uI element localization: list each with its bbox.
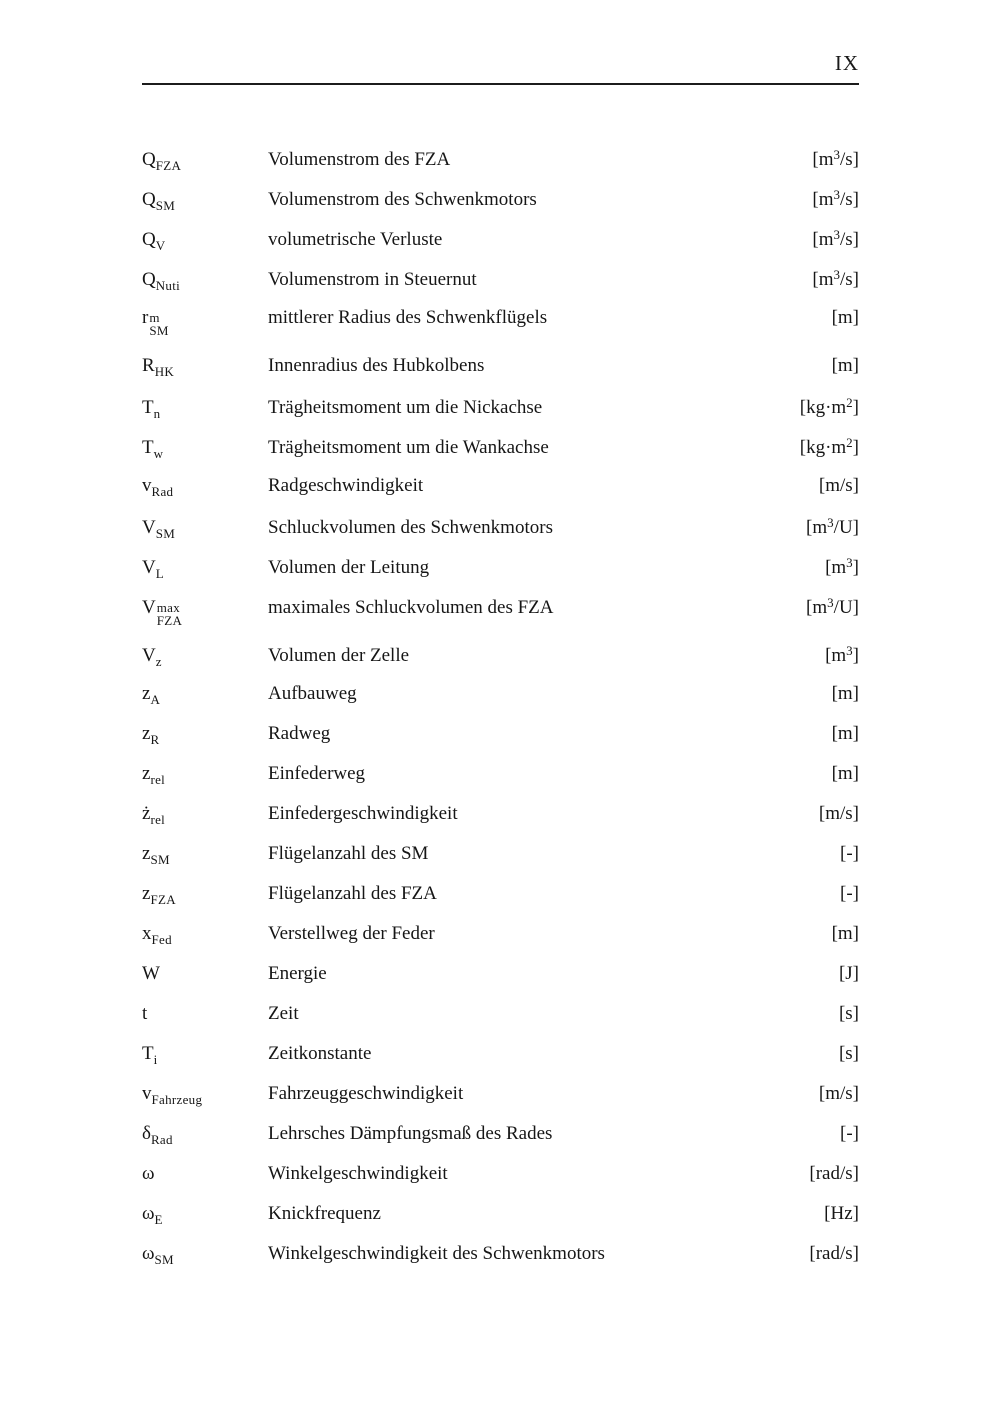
symbol-description: Volumen der Leitung (268, 557, 430, 578)
symbol-unit: $[kg\cdot m^2]$ (799, 435, 859, 458)
symbol-unit: [m] (831, 723, 859, 744)
symbol-notation (142, 517, 268, 542)
symbol-base: V (142, 597, 156, 618)
symbol-description: mittlerer Radius des Schwenkflügels (268, 307, 548, 328)
symbol-base: R (142, 355, 155, 376)
symbol-base: r (142, 307, 149, 328)
symbol-list (142, 147, 859, 1283)
symbol-subscript: FZA (155, 158, 182, 173)
symbol-row (142, 307, 859, 355)
symbol-description: Volumenstrom des Schwenkmotors (268, 189, 537, 210)
symbol-description: Einfederweg (268, 763, 366, 784)
symbol-unit: [m] (831, 307, 859, 328)
symbol-unit: [m] (831, 355, 859, 376)
symbol-description: Lehrsches Dämpfungsmaß des Rades (268, 1123, 553, 1144)
symbol-unit: [-] (840, 843, 859, 864)
symbol-supsub-stack: max FZA (156, 600, 183, 628)
symbol-base: v (142, 475, 152, 496)
symbol-notation (142, 397, 268, 422)
symbol-subscript: L (155, 566, 164, 581)
symbol-unit: [m] (831, 683, 859, 704)
symbol-description: Radgeschwindigkeit (268, 475, 424, 496)
symbol-base: z (142, 683, 151, 704)
symbol-subscript: i (153, 1052, 158, 1067)
symbol-base: z (142, 763, 151, 784)
symbol-subscript: HK (154, 364, 175, 379)
symbol-row (142, 963, 859, 1003)
symbol-row (142, 435, 859, 475)
symbol-base: Q (142, 269, 156, 290)
symbol-subscript: FZA (150, 892, 176, 907)
symbol-notation (142, 1243, 268, 1268)
symbol-description: Trägheitsmoment um die Nickachse (268, 397, 543, 418)
symbol-subscript: Nuti (155, 278, 181, 293)
symbol-notation (142, 723, 268, 748)
symbol-description: Flügelanzahl des FZA (268, 883, 437, 904)
symbol-subscript: V (155, 238, 166, 253)
symbol-description: Einfedergeschwindigkeit (268, 803, 458, 824)
symbol-notation (142, 923, 268, 948)
symbol-row (142, 923, 859, 963)
symbol-description: Innenradius des Hubkolbens (268, 355, 485, 376)
symbol-notation (142, 883, 268, 908)
symbol-description: Radweg (268, 723, 331, 744)
symbol-description: Volumenstrom des FZA (268, 149, 451, 170)
symbol-unit: [m] (831, 763, 859, 784)
symbol-notation (142, 1163, 268, 1185)
symbol-unit: $[m^3/U]$ (806, 595, 859, 618)
symbol-subscript: Fed (151, 932, 172, 947)
symbol-unit: [-] (840, 883, 859, 904)
symbol-base: V (142, 557, 156, 578)
symbol-unit: $[m^3/s]$ (812, 187, 859, 210)
symbol-subscript: z (155, 654, 162, 669)
symbol-description: Winkelgeschwindigkeit (268, 1163, 448, 1184)
symbol-unit: [rad/s] (809, 1243, 859, 1264)
symbol-description: Zeit (268, 1003, 299, 1024)
symbol-notation (142, 763, 268, 788)
symbol-row (142, 515, 859, 555)
symbol-subscript: Rad (151, 484, 174, 499)
symbol-description: Winkelgeschwindigkeit des Schwenkmotors (268, 1243, 605, 1264)
symbol-notation (142, 597, 268, 627)
symbol-row (142, 1123, 859, 1163)
symbol-unit: [Hz] (824, 1203, 859, 1224)
symbol-unit: $[m^3/U]$ (806, 515, 859, 538)
symbol-notation (142, 149, 268, 174)
symbol-unit: [s] (838, 1003, 859, 1024)
symbol-unit: [-] (840, 1123, 859, 1144)
symbol-row (142, 595, 859, 643)
symbol-unit: [rad/s] (809, 1163, 859, 1184)
symbol-row (142, 1163, 859, 1203)
header-rule (142, 83, 859, 85)
symbol-description: Fahrzeuggeschwindigkeit (268, 1083, 464, 1104)
symbol-row (142, 843, 859, 883)
symbol-base: W (142, 963, 160, 984)
symbol-description: Verstellweg der Feder (268, 923, 435, 944)
symbol-row (142, 1203, 859, 1243)
symbol-notation (142, 355, 268, 380)
symbol-base: δ (142, 1123, 151, 1144)
symbol-notation (142, 475, 268, 500)
symbol-row (142, 723, 859, 763)
symbol-supsub-stack: m SM (149, 310, 169, 338)
symbol-row (142, 1083, 859, 1123)
symbol-row (142, 395, 859, 435)
symbol-unit: $[m^3]$ (825, 643, 859, 666)
symbol-base: x (142, 923, 152, 944)
symbol-base: ω (142, 1203, 155, 1224)
symbol-notation (142, 1123, 268, 1148)
symbol-row (142, 643, 859, 683)
symbol-row (142, 555, 859, 595)
symbol-base: V (142, 517, 156, 538)
symbol-row (142, 1003, 859, 1043)
symbol-description: Aufbauweg (268, 683, 357, 704)
symbol-row (142, 683, 859, 723)
symbol-row (142, 267, 859, 307)
symbol-notation (142, 683, 268, 708)
symbol-row (142, 1243, 859, 1283)
symbol-description: Trägheitsmoment um die Wankachse (268, 437, 549, 458)
symbol-base: t (142, 1003, 148, 1024)
symbol-unit: [m] (831, 923, 859, 944)
symbol-subscript: n (153, 406, 161, 421)
symbol-subscript: R (150, 732, 160, 747)
symbol-row (142, 227, 859, 267)
symbol-notation (142, 1043, 268, 1068)
symbol-subscript: Fahrzeug (151, 1092, 203, 1107)
symbol-notation (142, 269, 268, 294)
symbol-subscript: SM (155, 526, 176, 541)
symbol-row (142, 187, 859, 227)
symbol-base: Q (142, 229, 156, 250)
symbol-notation (142, 307, 268, 337)
symbol-subscript: E (154, 1212, 163, 1227)
symbol-notation (142, 1083, 268, 1108)
page-number: IX (834, 51, 859, 75)
symbol-unit: [s] (838, 1043, 859, 1064)
symbol-subscript: SM (154, 1252, 174, 1267)
symbol-description: Schluckvolumen des Schwenkmotors (268, 517, 553, 538)
symbol-unit: $[m^3/s]$ (812, 147, 859, 170)
symbol-notation (142, 1203, 268, 1228)
symbol-row (142, 475, 859, 515)
symbol-notation (142, 843, 268, 868)
symbol-description: Flügelanzahl des SM (268, 843, 429, 864)
symbol-description: Zeitkonstante (268, 1043, 372, 1064)
symbol-subscript: A (150, 692, 161, 707)
symbol-description: Knickfrequenz (268, 1203, 381, 1224)
symbol-subscript: Rad (150, 1132, 173, 1147)
symbol-row (142, 1043, 859, 1083)
symbol-row (142, 147, 859, 187)
symbol-notation (142, 1003, 268, 1025)
symbol-subscript: rel (150, 812, 166, 827)
symbol-unit: $[m^3/s]$ (812, 227, 859, 250)
symbol-description: Volumenstrom in Steuernut (268, 269, 477, 290)
symbol-unit: [m/s] (818, 475, 859, 496)
symbol-subscript: rel (150, 772, 166, 787)
symbol-base: z (142, 883, 151, 904)
symbol-subscript: SM (155, 198, 176, 213)
symbol-row (142, 763, 859, 803)
symbol-subscript: SM (150, 852, 170, 867)
symbol-description: volumetrische Verluste (268, 229, 443, 250)
symbol-description: Volumen der Zelle (268, 645, 410, 666)
symbol-notation (142, 963, 268, 985)
symbol-base: T (142, 1043, 154, 1064)
symbol-row (142, 803, 859, 843)
symbol-unit: [m/s] (818, 1083, 859, 1104)
symbol-notation (142, 189, 268, 214)
symbol-base: v (142, 1083, 152, 1104)
symbol-notation (142, 437, 268, 462)
symbol-base: Q (142, 189, 156, 210)
symbol-base: z (142, 723, 151, 744)
symbol-notation (142, 229, 268, 254)
symbol-row (142, 883, 859, 923)
symbol-description: Energie (268, 963, 327, 984)
page-content (142, 0, 859, 1283)
symbol-subscript: w (153, 446, 164, 461)
symbol-base: Q (142, 149, 156, 170)
symbol-base: T (142, 397, 154, 418)
symbol-unit: [J] (838, 963, 859, 984)
symbol-notation (142, 803, 268, 828)
symbol-notation (142, 557, 268, 582)
symbol-description: maximales Schluckvolumen des FZA (268, 597, 554, 618)
symbol-base: z (142, 843, 151, 864)
symbol-unit: $[m^3]$ (825, 555, 859, 578)
symbol-row (142, 355, 859, 395)
symbol-unit: $[kg\cdot m^2]$ (799, 395, 859, 418)
symbol-unit: $[m^3/s]$ (812, 267, 859, 290)
symbol-base: ω (142, 1163, 155, 1184)
symbol-base: V (142, 645, 156, 666)
symbol-base: T (142, 437, 154, 458)
symbol-base: ż (142, 803, 151, 824)
symbol-unit: [m/s] (818, 803, 859, 824)
symbol-notation (142, 645, 268, 670)
symbol-base: ω (142, 1243, 155, 1264)
